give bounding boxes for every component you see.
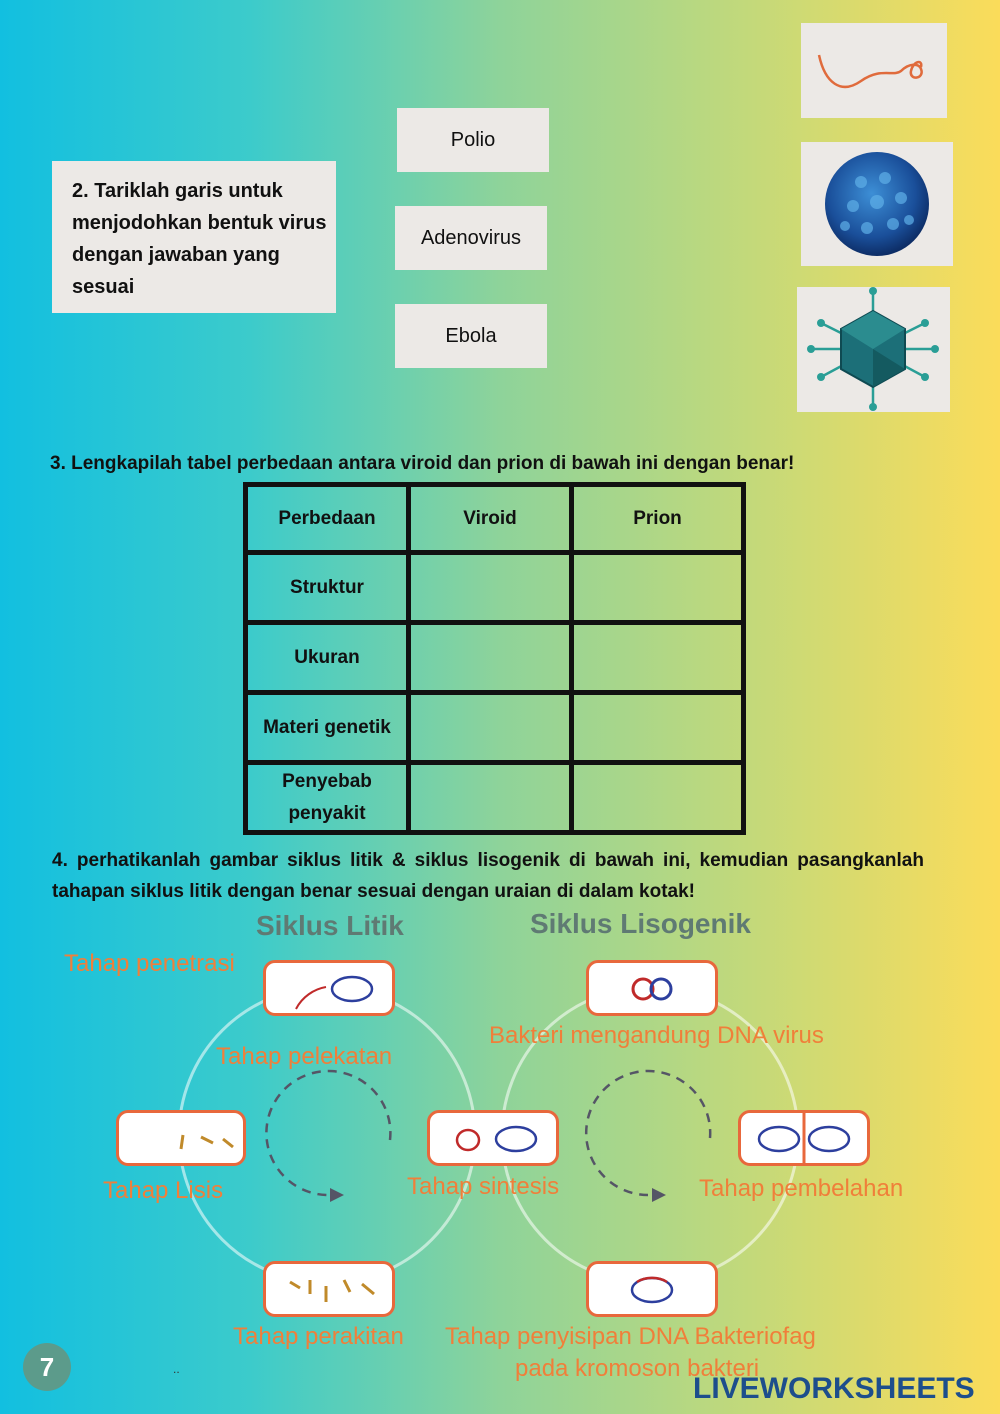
answer-cell-viroid-penyebab[interactable] [409,763,572,833]
table-row [246,763,744,833]
dividing-cell-icon [741,1113,867,1163]
ebola-filament-icon [801,23,947,118]
difference-table [243,482,746,835]
table-row [246,553,744,623]
label-pelekatan: Tahap pelekatan [216,1043,393,1070]
choice-ebola[interactable] [395,304,547,368]
label-penyisipan-line2: pada kromoson bakteri [515,1355,760,1382]
answer-cell-viroid-materi[interactable] [409,693,572,763]
header-prion: Prion [572,485,744,553]
polio-virus-image[interactable] [801,142,953,266]
choice-adenovirus[interactable] [395,206,547,270]
lisogenik-title: Siklus Lisogenik [530,908,751,939]
header-viroid: Viroid [409,485,572,553]
choice-label: Adenovirus [420,226,522,249]
table-header-row [246,485,744,553]
row-label-ukuran: Ukuran [246,623,409,693]
adenovirus-icon [797,287,950,412]
brand-text: LIVEWORKSHEETS [693,1372,975,1405]
choice-label: Polio [450,128,496,151]
cell-lisis [116,1110,246,1166]
label-penetrasi: Tahap penetrasi [64,950,235,977]
row-label-struktur: Struktur [246,553,409,623]
cell-sintesis [427,1110,559,1166]
cell-bakteri-dna [586,960,718,1016]
label-penyisipan-line1: Tahap penyisipan DNA Bakteriofag [445,1323,816,1350]
polio-sphere-icon [801,142,953,266]
small-mark: .. [173,1362,180,1376]
cell-penetrasi [263,960,395,1016]
label-sintesis: Tahap sintesis [407,1173,560,1200]
choice-label: Ebola [445,324,497,347]
phage-assembly-icon [266,1264,392,1314]
q4-instruction: 4. perhatikanlah gambar siklus litik & siklus lisogenik di bawah ini, kemudian pasangkanlah tahapan siklus litik dengan benar sesuai dengan uraian di dalam kotak! [52,850,924,902]
page-number-badge [23,1343,71,1391]
q3-instruction: 3. Lengkapilah tabel perbedaan antara viroid dan prion di bawah ini dengan benar! [50,453,795,474]
page-number: 7 [39,1351,55,1382]
answer-cell-prion-ukuran[interactable] [572,623,744,693]
answer-cell-prion-penyebab[interactable] [572,763,744,833]
cell-pembelahan [738,1110,870,1166]
header-perbedaan: Perbedaan [246,485,409,553]
litik-title: Siklus Litik [256,910,404,941]
q2-instruction: 2. Tariklah garis untuk menjodohkan bentuk virus dengan jawaban yang sesuai [72,180,327,298]
label-lisis: Tahap Lisis [103,1177,224,1204]
label-pembelahan: Tahap pembelahan [699,1175,904,1202]
answer-cell-viroid-struktur[interactable] [409,553,572,623]
row-label-penyebab-penyakit: Penyebab penyakit [246,763,409,833]
choice-polio[interactable] [397,108,549,172]
label-perakitan: Tahap perakitan [233,1323,404,1350]
answer-cell-viroid-ukuran[interactable] [409,623,572,693]
table-row [246,693,744,763]
liveworksheets-logo [693,1372,975,1406]
integrated-dna-icon [589,1264,715,1314]
ebola-virus-image[interactable] [801,23,947,118]
table-row [246,623,744,693]
phage-release-icon [119,1113,243,1163]
linked-dna-icon [589,963,715,1013]
row-label-materi-genetik: Materi genetik [246,693,409,763]
bacterium-dna-icon [266,963,392,1013]
cell-penyisipan [586,1261,718,1317]
cell-perakitan [263,1261,395,1317]
answer-cell-prion-struktur[interactable] [572,553,744,623]
two-dna-icon [430,1113,556,1163]
adenovirus-image[interactable] [797,287,950,412]
answer-cell-prion-materi[interactable] [572,693,744,763]
label-bakteri-dna: Bakteri mengandung DNA virus [489,1022,824,1049]
